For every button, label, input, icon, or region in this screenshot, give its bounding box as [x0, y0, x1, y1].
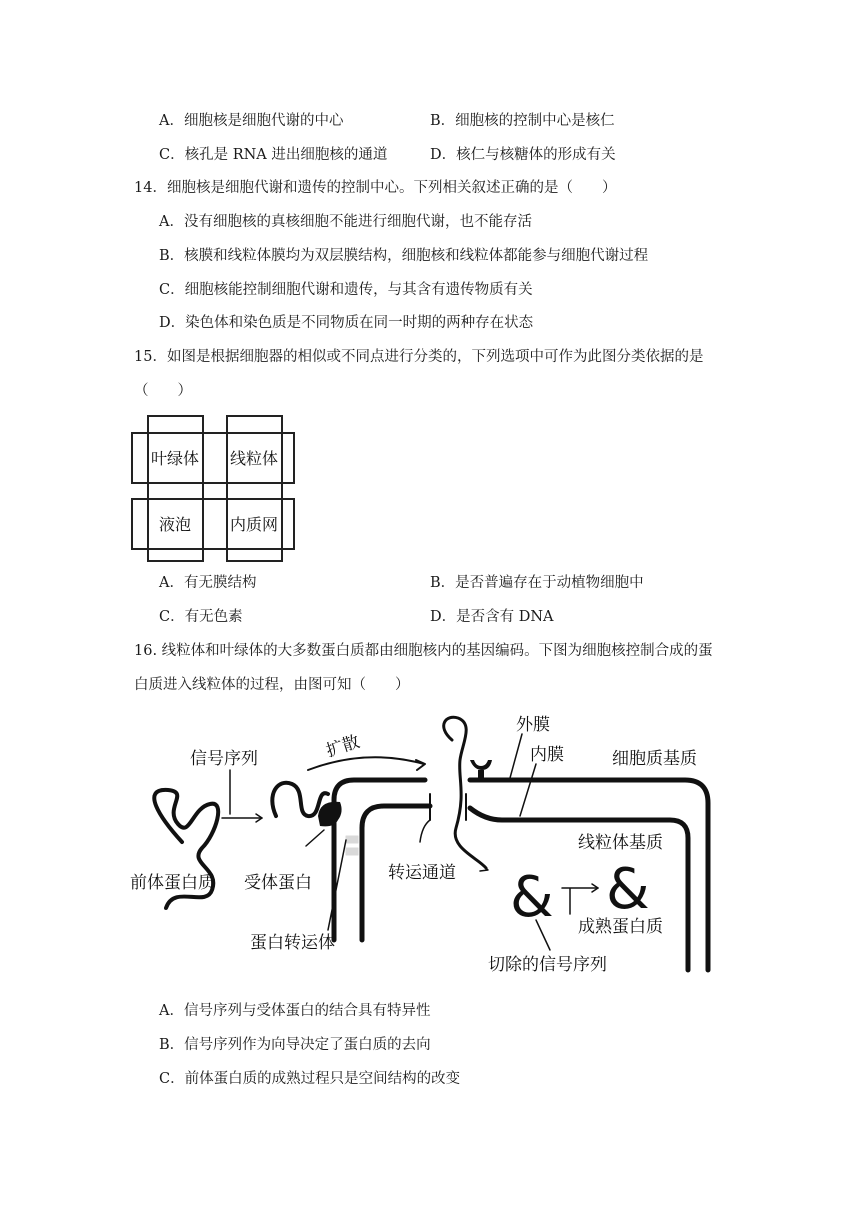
- column-right-box: [227, 416, 282, 561]
- q15-stem-line1: 15．如图是根据细胞器的相似或不同点进行分类的，下列选项中可作为此图分类依据的是: [134, 349, 704, 365]
- q16-option-a: A．信号序列与受体蛋白的结合具有特异性: [159, 1003, 431, 1019]
- label-mitochondrial-matrix: 线粒体基质: [578, 833, 663, 853]
- label-diffusion: 扩散: [323, 732, 363, 762]
- q13-option-d: D．核仁与核糖体的形成有关: [430, 147, 616, 163]
- q15-option-d: D．是否含有 DNA: [430, 609, 554, 625]
- q14-stem: 14．细胞核是细胞代谢和遗传的控制中心。下列相关叙述正确的是（ ）: [134, 180, 617, 196]
- protein-transporter-left: [346, 836, 358, 843]
- import-arrow-head: [480, 862, 488, 871]
- outer-membrane-leader: [510, 734, 522, 778]
- outer-receptor-shape: [470, 760, 492, 778]
- label-signal-sequence: 信号序列: [190, 749, 258, 769]
- inner-membrane-leader: [520, 764, 536, 816]
- label-transport-channel: 转运通道: [388, 863, 456, 883]
- q14-option-d: D．染色体和染色质是不同物质在同一时期的两种存在状态: [159, 315, 534, 331]
- receptor-leader: [306, 830, 324, 846]
- label-receptor-protein: 受体蛋白: [244, 873, 312, 893]
- label-precursor-protein: 前体蛋白质: [130, 873, 215, 893]
- q13-option-b: B．细胞核的控制中心是核仁: [430, 113, 615, 129]
- label-inner-membrane: 内膜: [530, 745, 564, 765]
- receptor-protein-shape: [318, 802, 342, 827]
- diffusion-arrow: [308, 757, 424, 770]
- q16-option-c: C．前体蛋白质的成熟过程只是空间结构的改变: [159, 1071, 461, 1087]
- protein-transporter-leader: [328, 840, 346, 930]
- q13-option-c: C．核孔是 RNA 进出细胞核的通道: [159, 147, 388, 163]
- q15-option-c: C．有无色素: [159, 609, 243, 625]
- q15-stem-line2: （ ）: [134, 383, 192, 399]
- protein-transporter-lower: [346, 848, 358, 855]
- label-mitochondrion: 线粒体: [229, 449, 279, 468]
- label-outer-membrane: 外膜: [516, 715, 550, 735]
- q14-option-a: A．没有细胞核的真核细胞不能进行细胞代谢，也不能存活: [159, 214, 532, 230]
- label-cytoplasmic-matrix: 细胞质基质: [612, 749, 697, 769]
- q14-option-c: C．细胞核能控制细胞代谢和遗传，与其含有遗传物质有关: [159, 282, 533, 298]
- q16-stem-line2: 白质进入线粒体的过程，由图可知（ ）: [134, 677, 410, 693]
- label-vacuole: 液泡: [158, 515, 192, 534]
- transport-channel-leader: [420, 820, 430, 842]
- q15-option-b: B．是否普遍存在于动植物细胞中: [430, 575, 644, 591]
- importing-protein-chain: [444, 717, 486, 868]
- label-endoplasmic-reticulum: 内质网: [229, 515, 279, 534]
- cleaved-protein-glyph: &: [510, 865, 554, 930]
- q14-option-b: B．核膜和线粒体膜均为双层膜结构，细胞核和线粒体都能参与细胞代谢过程: [159, 248, 649, 264]
- q16-option-b: B．信号序列作为向导决定了蛋白质的去向: [159, 1037, 431, 1053]
- label-mature-protein: 成熟蛋白质: [578, 917, 663, 937]
- organelle-classification-figure: [128, 412, 300, 564]
- label-protein-transporter: 蛋白转运体: [250, 933, 335, 953]
- q15-option-a: A．有无膜结构: [159, 575, 257, 591]
- q16-stem-line1: 16. 线粒体和叶绿体的大多数蛋白质都由细胞核内的基因编码。下图为细胞核控制合成的蛋: [134, 643, 713, 659]
- label-cleaved-signal-sequence: 切除的信号序列: [488, 955, 607, 975]
- mature-protein-glyph: &: [606, 857, 650, 922]
- label-chloroplast: 叶绿体: [150, 449, 200, 468]
- column-left-box: [148, 416, 203, 561]
- q13-option-a: A．细胞核是细胞代谢的中心: [159, 113, 344, 129]
- mitochondrial-protein-import-figure: [130, 708, 730, 988]
